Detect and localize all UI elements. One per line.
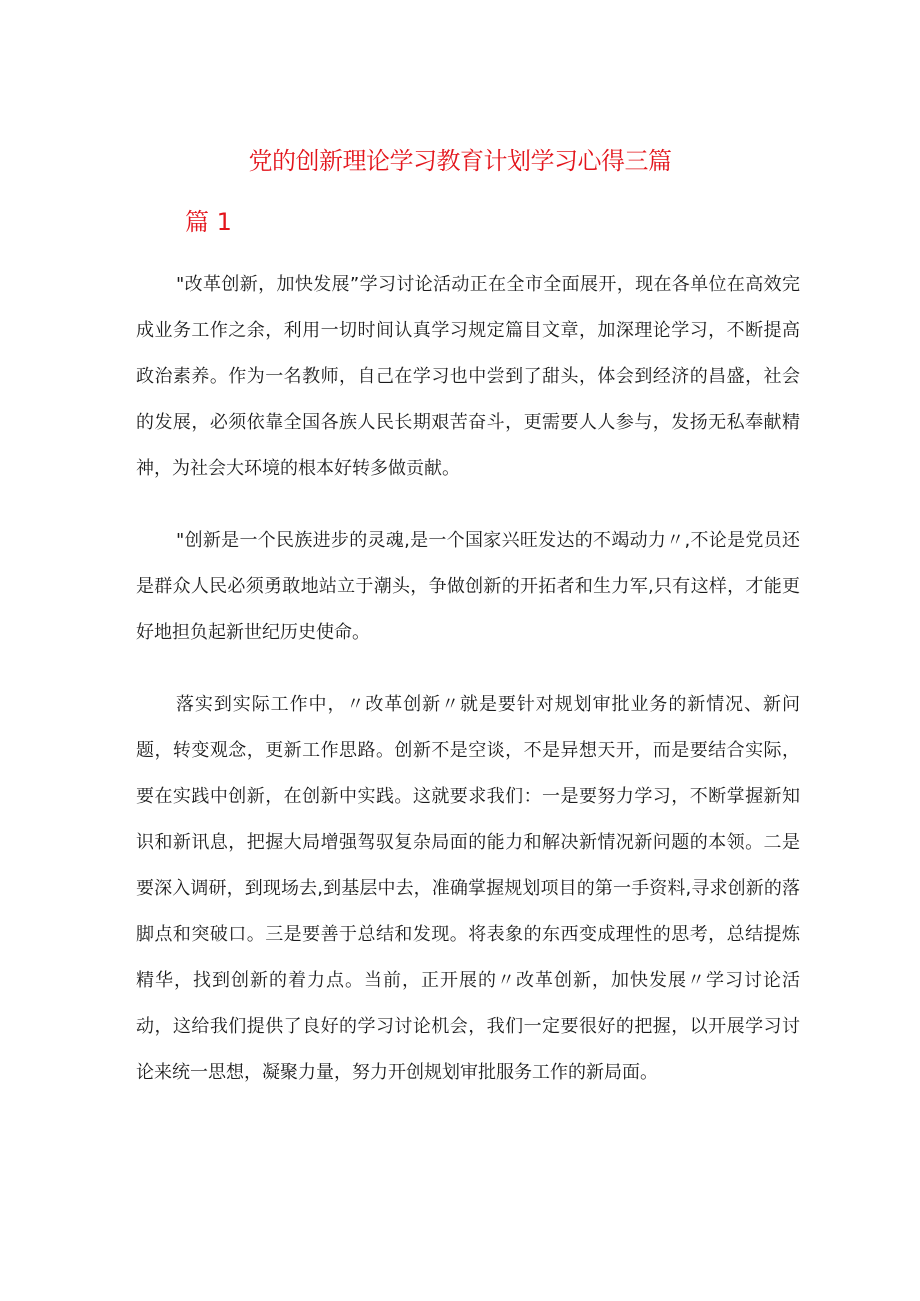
section-heading: 篇 1: [185, 208, 232, 236]
document-title: 党的创新理论学习教育计划学习心得三篇: [248, 147, 672, 175]
paragraph-1: "改革创新，加快发展”学习讨论活动正在全市全面展开，现在各单位在高效完成业务工作之余，利用一切时间认真学习规定篇目文章，加深理论学习，不断提高政治素养。作为一名教师，自己在学习也中尝到了甜头，体会到经济的昌盛，社会的发展，必须依靠全国各族人民长期艰苦奋斗，更需要人人参与，发扬无私奉献精神，为社会大环境的根本好转多做贡献。: [136, 274, 800, 479]
paragraph-2: "创新是一个民族进步的灵魂,是一个国家兴旺发达的不竭动力〃,不论是党员还是群众人民必须勇敢地站立于潮头，争做创新的开拓者和生力军,只有这样，才能更好地担负起新世纪历史使命。: [136, 530, 800, 643]
paragraph-3: 落实到实际工作中，〃改革创新〃就是要针对规划审批业务的新情况、新问题，转变观念，更新工作思路。创新不是空谈，不是异想天开，而是要结合实际，要在实践中创新，在创新中实践。这就要求我们：一是要努力学习，不断掌握新知识和新讯息，把握大局增强驾驭复杂局面的能力和解决新情况新问题的本领。二是要深入调研，到现场去,到基层中去，准确掌握规划项目的第一手资料,寻求创新的落脚点和突破口。三是要善于总结和发现。将表象的东西变成理性的思考，总结提炼精华，找到创新的着力点。当前，正开展的〃改革创新，加快发展〃学习讨论活动，这给我们提供了良好的学习讨论机会，我们一定要很好的把握，以开展学习讨论来统一思想，凝聚力量，努力开创规划审批服务工作的新局面。: [136, 694, 800, 1083]
